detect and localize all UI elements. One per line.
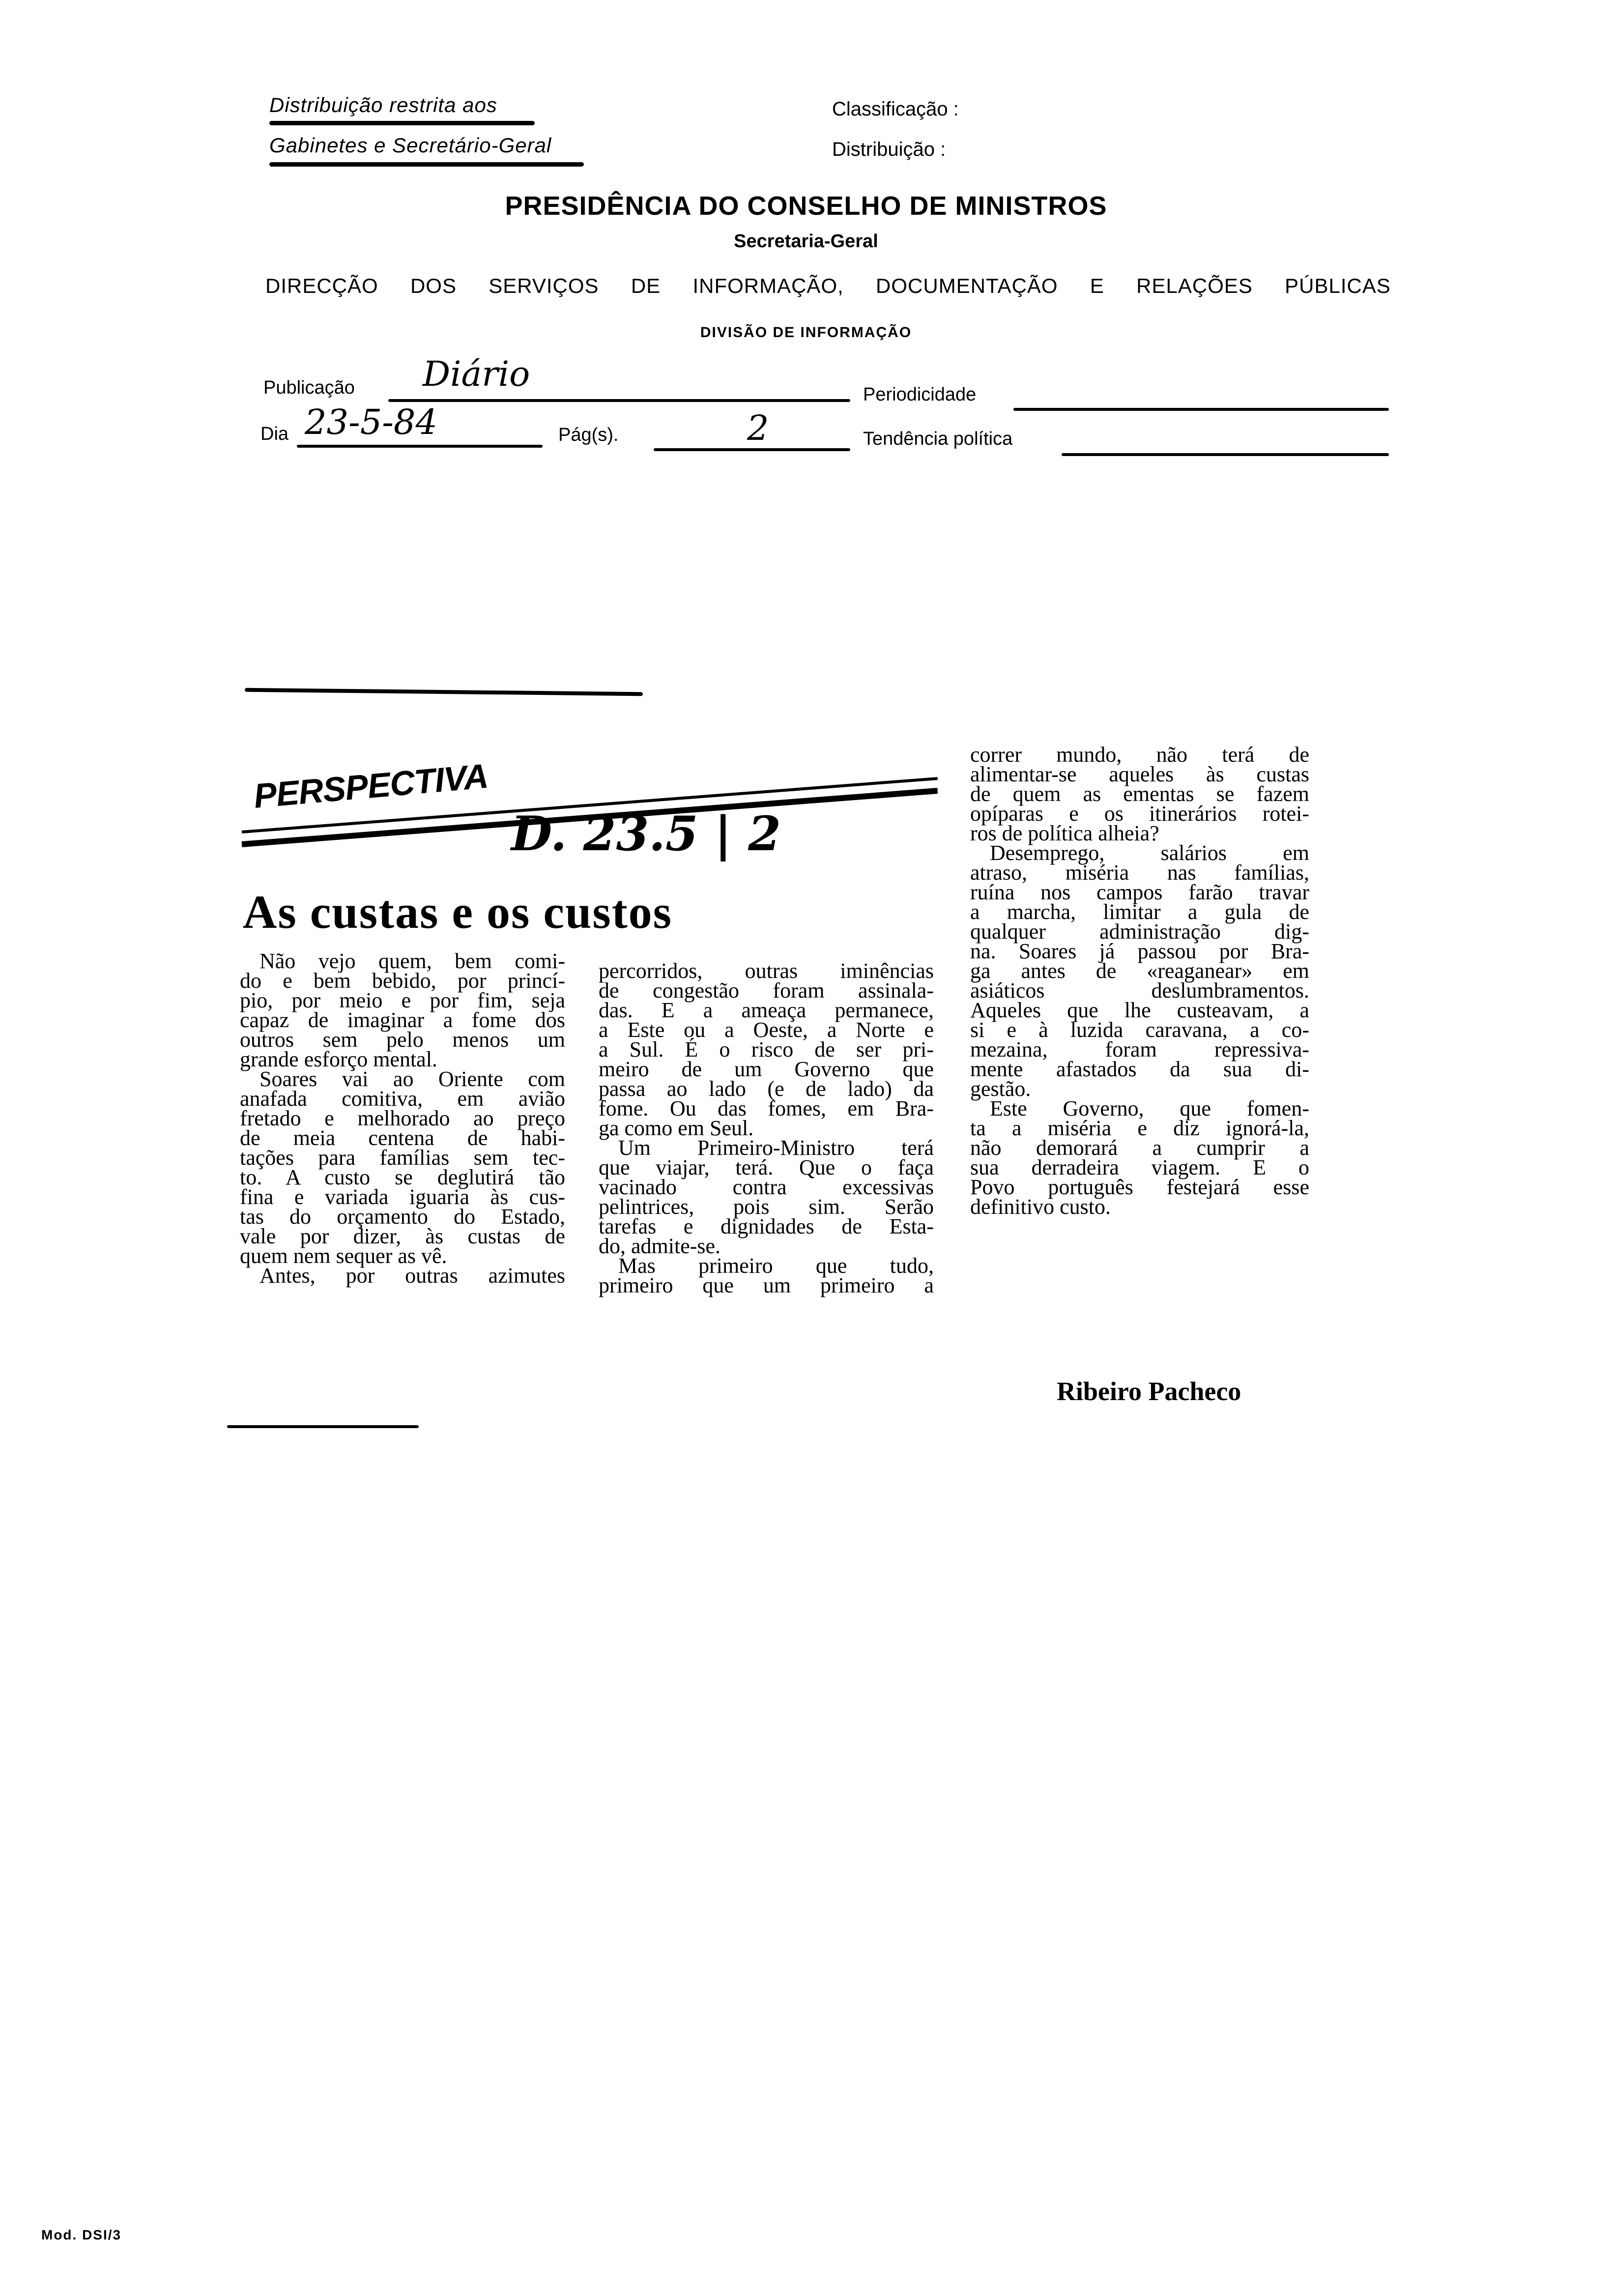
pages-label: Pág(s).: [558, 425, 619, 445]
underline-divider: [269, 121, 535, 125]
section-label: PERSPECTIVA: [252, 756, 489, 816]
text-line: a marcha, limitar a gula de: [970, 900, 1309, 924]
text-line: de congestão foram assinala-: [599, 978, 934, 1003]
text-line: ros de política alheia?: [970, 821, 1159, 845]
text-line: tarefas e dignidades de Esta-: [599, 1214, 934, 1238]
restriction-note-line1: Distribuição restrita aos: [269, 93, 497, 116]
text-line: vacinado contra excessivas: [599, 1175, 934, 1199]
text-line: capaz de imaginar a fome dos: [240, 1008, 565, 1032]
text-line: vale por dizer, às custas de: [240, 1224, 565, 1248]
text-line: ruína nos campos farão travar: [970, 880, 1309, 904]
publication-label: Publicação: [263, 377, 355, 398]
text-line: atraso, miséria nas famílias,: [970, 861, 1309, 885]
directorate-word: RELAÇÕES: [1136, 274, 1253, 297]
day-field-line: [297, 445, 543, 448]
paragraph: [970, 1096, 1309, 1219]
political-tendency-label: Tendência política: [863, 429, 1013, 449]
form-code: Mod. DSI/3: [41, 2227, 122, 2242]
article-headline: As custas e os custos: [243, 886, 673, 938]
paragraph: [599, 961, 934, 1138]
paragraph: [599, 1256, 934, 1295]
classification-label: Classificação :: [832, 98, 959, 120]
text-line: Este Governo, que fomen-: [990, 1096, 1309, 1120]
text-line: Desemprego, salários em: [990, 841, 1309, 865]
text-line: não demorará a cumprir a: [970, 1136, 1309, 1160]
text-line: ga antes de «reaganear» em: [970, 959, 1309, 983]
text-line: pio, por meio e por fim, seja: [240, 988, 565, 1012]
text-line: que viajar, terá. Que o faça: [599, 1155, 934, 1179]
text-line: Soares vai ao Oriente com: [259, 1067, 565, 1091]
text-line: fretado e melhorado ao preço: [240, 1106, 565, 1130]
restriction-note-line2: Gabinetes e Secretário-Geral: [269, 134, 552, 157]
text-line: pelintrices, pois sim. Serão: [599, 1195, 934, 1219]
text-line: anafada comitiva, em avião: [240, 1087, 565, 1111]
text-line: grande esforço mental.: [240, 1047, 437, 1071]
secretariat-subtitle: Secretaria-Geral: [734, 231, 878, 252]
article-column-1: [240, 951, 565, 1286]
pages-handwritten-value: 2: [747, 408, 769, 448]
article-column-2: [599, 961, 934, 1295]
organization-title: PRESIDÊNCIA DO CONSELHO DE MINISTROS: [505, 191, 1107, 221]
text-line: a Sul. É o risco de ser pri-: [599, 1037, 934, 1062]
text-line: ga como em Seul.: [599, 1116, 754, 1140]
text-line: quem nem sequer as vê.: [240, 1244, 447, 1268]
article-column-3: [970, 745, 1309, 1217]
directorate-word: DE: [631, 274, 661, 297]
text-line: sua derradeira viagem. E o: [970, 1155, 1309, 1179]
text-line: do, admite-se.: [599, 1234, 721, 1258]
text-line: Povo português festejará esse: [970, 1175, 1309, 1199]
directorate-word: E: [1090, 274, 1104, 297]
text-line: a Este ou a Oeste, a Norte e: [599, 1018, 934, 1042]
periodicity-field-line: [1013, 408, 1389, 411]
clipping-top-rule: [245, 688, 643, 696]
directorate-word: DOCUMENTAÇÃO: [876, 274, 1058, 297]
paragraph: [599, 1138, 934, 1256]
text-line: to. A custo se deglutirá tão: [240, 1165, 565, 1189]
day-handwritten-value: 23-5-84: [305, 402, 437, 442]
text-line: ta a miséria e diz ignorá-la,: [970, 1116, 1309, 1140]
political-tendency-field-line: [1062, 453, 1389, 456]
division-title: DIVISÃO DE INFORMAÇÃO: [700, 324, 912, 341]
text-line: de meia centena de habi-: [240, 1126, 565, 1150]
paragraph: [240, 1069, 565, 1266]
text-line: meiro de um Governo que: [599, 1057, 934, 1081]
paragraph: [240, 1263, 565, 1288]
text-line: de quem as ementas se fazem: [970, 782, 1309, 806]
publication-handwritten-value: Diário: [423, 354, 530, 394]
text-line: opíparas e os itinerários rotei-: [970, 802, 1309, 826]
text-line: mezaina, foram repressiva-: [970, 1037, 1309, 1062]
paragraph: [240, 951, 565, 1069]
text-line: Um Primeiro-Ministro terá: [618, 1136, 934, 1160]
text-line: alimentar-se aqueles às custas: [970, 762, 1309, 786]
text-line: qualquer administração dig-: [970, 919, 1309, 944]
text-line: Mas primeiro que tudo,: [618, 1254, 934, 1278]
distribution-label: Distribuição :: [832, 139, 946, 160]
text-line: primeiro que um primeiro a: [599, 1273, 934, 1297]
text-line: do e bem bebido, por princí-: [240, 969, 565, 993]
handwritten-clipping-note: D. 23.5 | 2: [511, 806, 781, 861]
text-line: na. Soares já passou por Bra-: [970, 939, 1309, 963]
directorate-word: PÚBLICAS: [1285, 274, 1391, 297]
text-line: tações para famílias sem tec-: [240, 1146, 565, 1170]
text-line: Não vejo quem, bem comi-: [259, 949, 565, 973]
text-line: gestão.: [970, 1077, 1031, 1101]
directorate-word: DIRECÇÃO: [265, 274, 378, 297]
paragraph: [970, 843, 1309, 1099]
text-line: mente afastados da sua di-: [970, 1057, 1309, 1081]
text-line: das. E a ameaça permanece,: [599, 998, 934, 1022]
text-line: Aqueles que lhe custeavam, a: [970, 998, 1309, 1022]
publication-field-line: [388, 399, 850, 402]
text-line: definitivo custo.: [970, 1195, 1111, 1219]
paragraph: [970, 745, 1309, 843]
text-line: si e à luzida caravana, a co-: [970, 1018, 1309, 1042]
directorate-word: INFORMAÇÃO,: [692, 274, 844, 297]
text-line: Antes, por outras azimutes: [259, 1263, 565, 1288]
directorate-word: DOS: [410, 274, 457, 297]
pages-field-line: [654, 448, 850, 451]
text-line: asiáticos deslumbramentos.: [970, 978, 1309, 1003]
day-label: Dia: [260, 424, 289, 444]
text-line: correr mundo, não terá de: [970, 743, 1309, 767]
column-end-rule: [227, 1425, 419, 1428]
directorate-title: [265, 274, 1391, 298]
underline-divider: [269, 162, 584, 167]
text-line: passa ao lado (e de lado) da: [599, 1077, 934, 1101]
text-line: fome. Ou das fomes, em Bra-: [599, 1096, 934, 1120]
text-line: outros sem pelo menos um: [240, 1028, 565, 1052]
text-line: percorridos, outras iminências: [599, 959, 934, 983]
text-line: fina e variada iguaria às cus-: [240, 1185, 565, 1209]
text-line: tas do orçamento do Estado,: [240, 1205, 565, 1229]
periodicity-label: Periodicidade: [863, 384, 977, 405]
article-author: Ribeiro Pacheco: [1057, 1377, 1241, 1406]
directorate-word: SERVIÇOS: [489, 274, 599, 297]
